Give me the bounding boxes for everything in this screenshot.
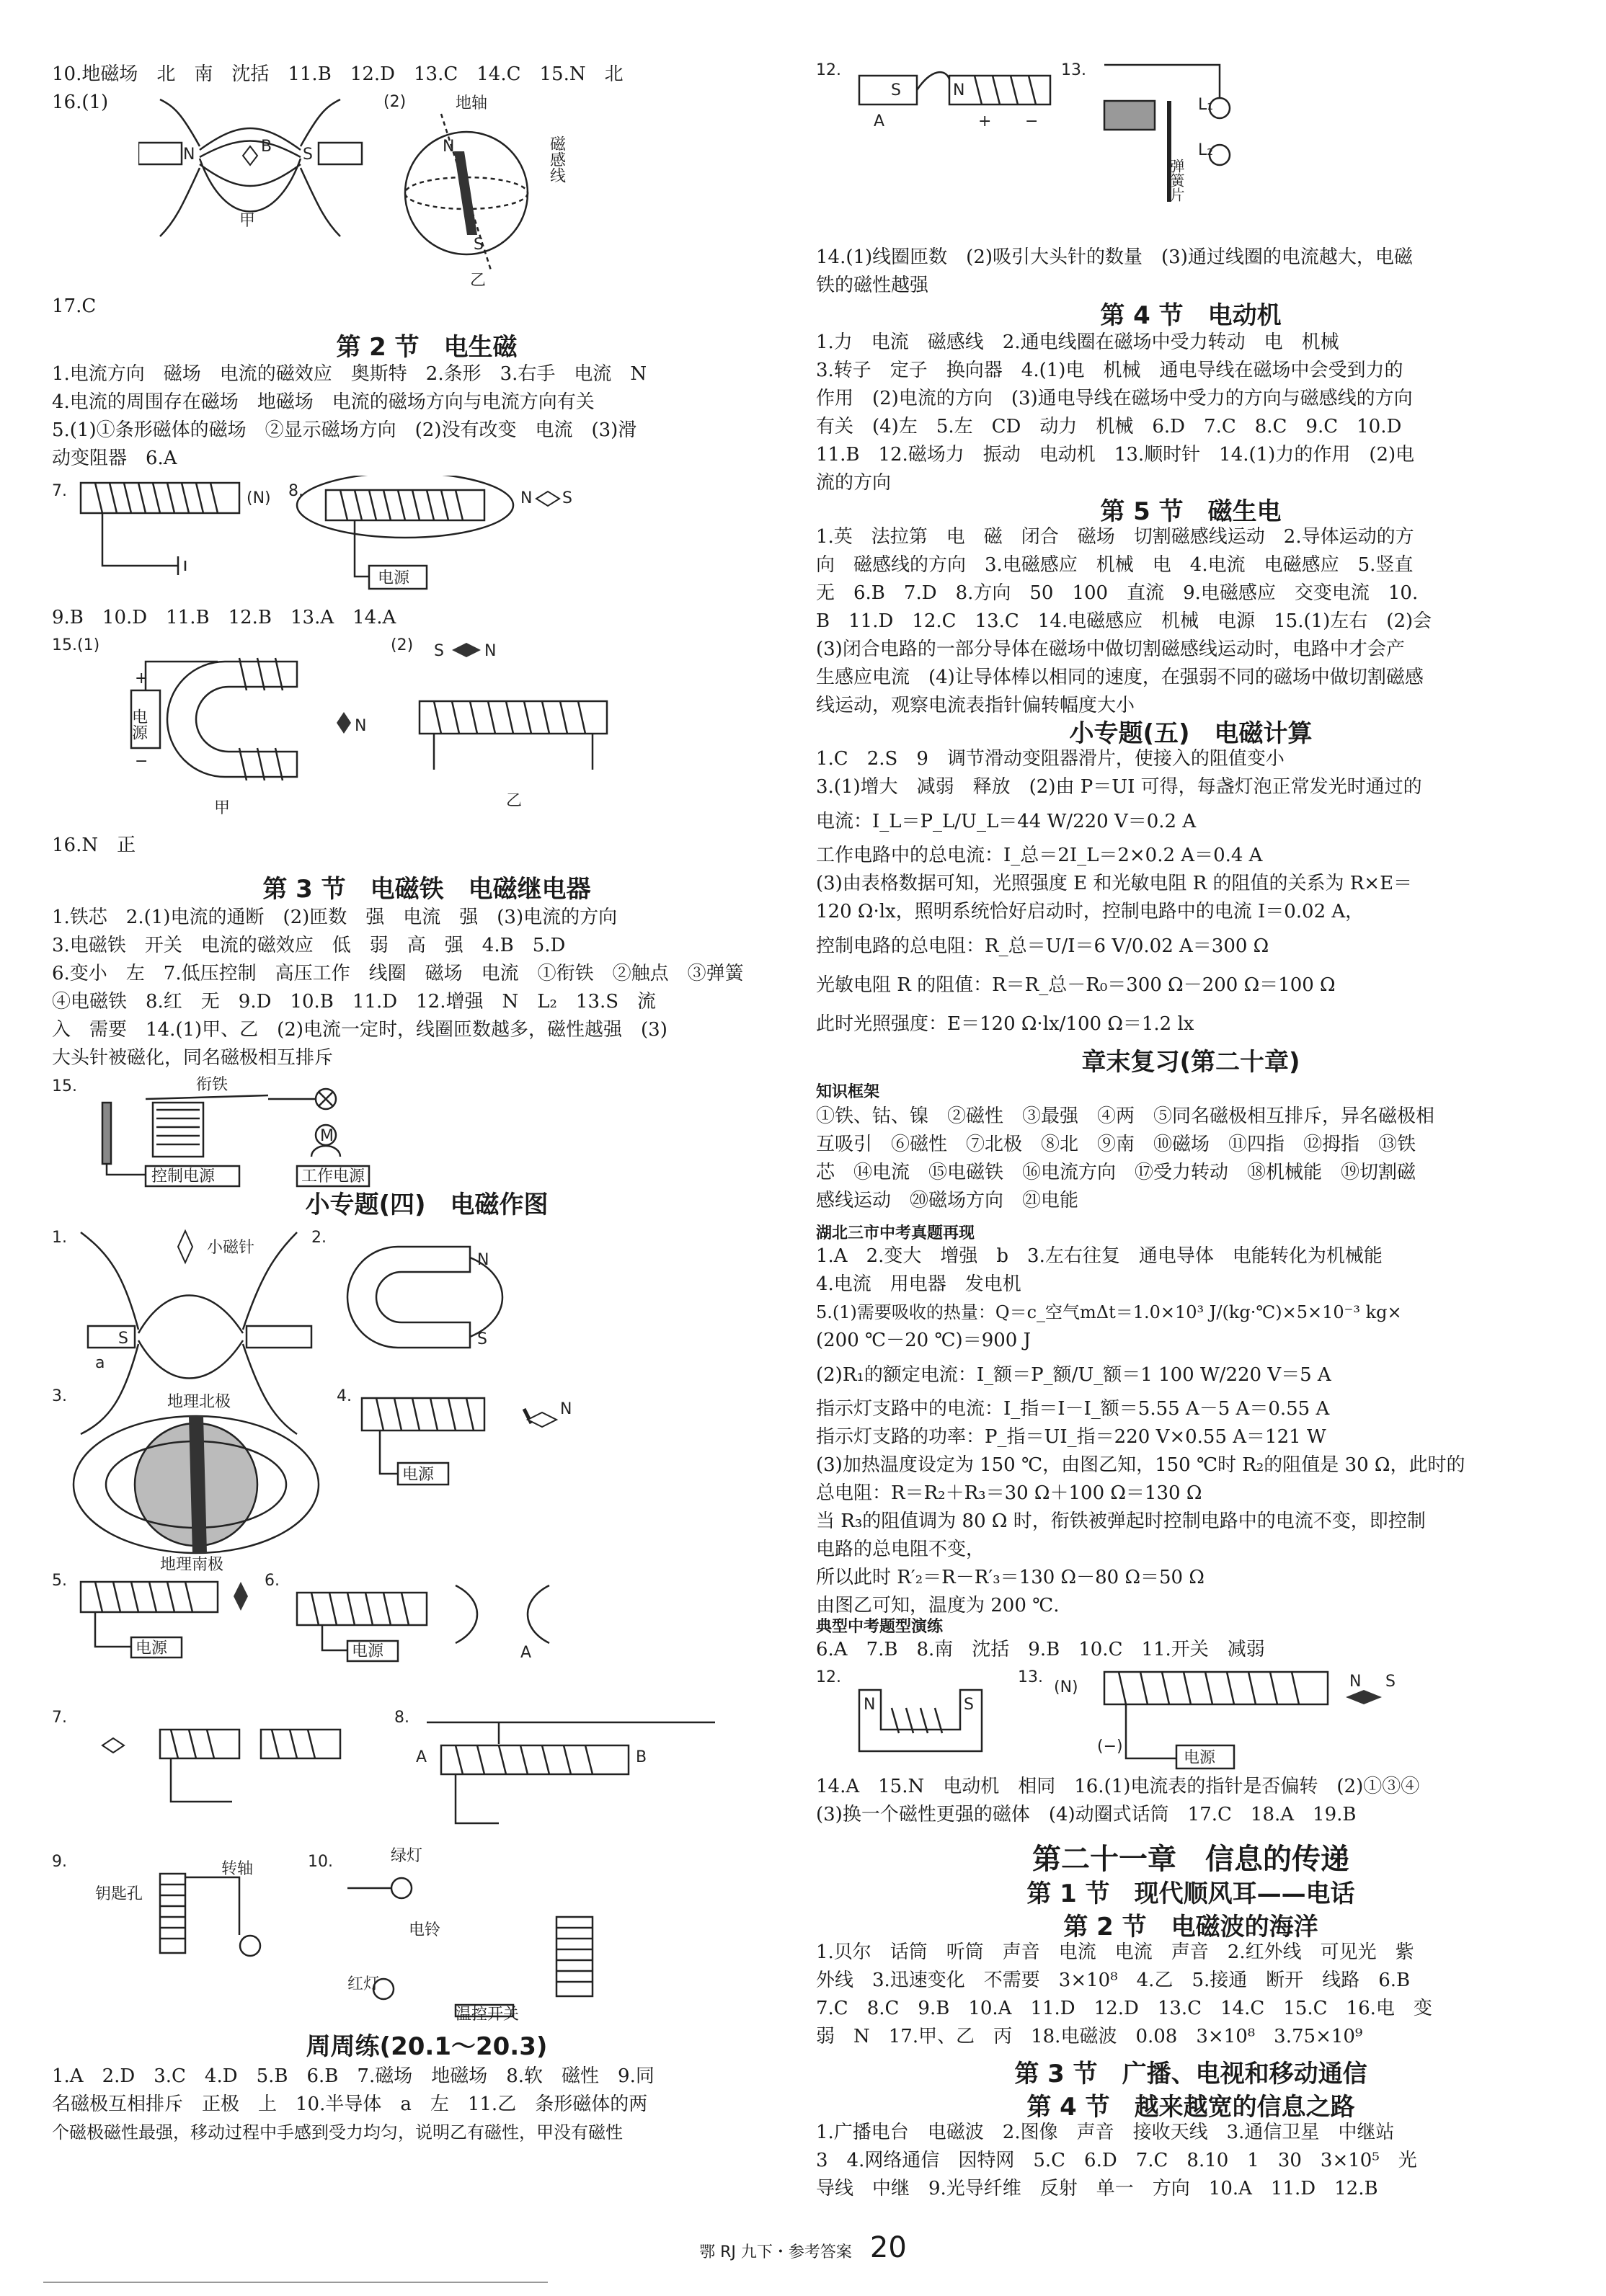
coil bbox=[975, 76, 1036, 104]
thermometer bbox=[102, 1103, 111, 1164]
answer-line: 个磁极磁性最强，移动过程中手感到受力均匀，说明乙有磁性，甲没有磁性 bbox=[52, 2122, 623, 2143]
pole-label: N bbox=[560, 1400, 572, 1418]
subsection-label: 知识框架 bbox=[816, 1083, 880, 1101]
answer-line: 5.(1)①条形磁体的磁场 ②显示磁场方向 (2)没有改变 电流 (3)滑 bbox=[52, 419, 637, 441]
pole-label: N bbox=[953, 81, 965, 99]
answer-line: 4.电流的周围存在磁场 地磁场 电流的磁场方向与电流方向有关 bbox=[52, 391, 595, 413]
question-num: 2. bbox=[311, 1229, 327, 1247]
lamp-label: L₂ bbox=[1198, 141, 1214, 159]
dx-answers bbox=[816, 1636, 1566, 1664]
solenoid-8 bbox=[441, 1745, 629, 1774]
pole-label: N bbox=[183, 146, 195, 164]
answer-line: 导线 中继 9.光导纤维 反射 单一 方向 10.A 11.D 12.B bbox=[816, 2178, 1378, 2199]
answer-line: 7.C 8.C 9.B 10.A 11.D 12.D 13.C 14.C 15.C 16.电 变 bbox=[816, 1998, 1432, 2019]
pole-label: N bbox=[355, 717, 367, 735]
answer-line: 有关 (4)左 5.左 CD 动力 机械 6.D 7.C 8.C 9.C 10.D bbox=[816, 416, 1402, 437]
answer-line: 1.A 2.D 3.C 4.D 5.B 6.B 7.磁场 地磁场 8.软 磁性 9.同 bbox=[52, 2065, 655, 2087]
caption-yi: 乙 bbox=[470, 272, 487, 287]
pole-label: (N) bbox=[1054, 1678, 1078, 1696]
wire bbox=[185, 1877, 239, 1935]
answer-line: 电流：I_L＝P_L/U_L＝44 W/220 V＝0.2 A bbox=[816, 811, 1197, 832]
section-title: 第 4 节 电动机 bbox=[1100, 301, 1282, 330]
compass-needle bbox=[243, 146, 257, 165]
sign: + bbox=[978, 112, 992, 130]
coil bbox=[556, 1928, 593, 1982]
magnet bbox=[859, 76, 917, 104]
point-label: B bbox=[261, 138, 272, 156]
answer-line: 互吸引 ⑥磁性 ⑦北极 ⑧北 ⑨南 ⑩磁场 ⑪四指 ⑫拇指 ⑬铁 bbox=[816, 1134, 1416, 1155]
power-label: 电源 bbox=[402, 1466, 435, 1484]
field-line bbox=[470, 1258, 502, 1337]
lamp-icon bbox=[391, 1878, 412, 1898]
field-line bbox=[917, 72, 949, 90]
figure-12-13 bbox=[816, 58, 1537, 245]
section-title: 章末复习(第二十章) bbox=[1081, 1048, 1300, 1077]
figures-topic-4 bbox=[52, 1225, 773, 2018]
section-title: 第 5 节 磁生电 bbox=[1100, 497, 1282, 526]
caption-jia: 甲 bbox=[239, 212, 256, 230]
solenoid bbox=[1104, 1672, 1328, 1704]
dx-tail bbox=[816, 1773, 1566, 1829]
answer-line: 芯 ⑭电流 ⑮电磁铁 ⑯电流方向 ⑰受力转动 ⑱机械能 ⑲切割磁 bbox=[816, 1162, 1416, 1183]
answer-line: 动变阻器 6.A bbox=[52, 448, 177, 469]
pole-label: N bbox=[1349, 1673, 1362, 1691]
answer-line: 作用 (2)电流的方向 (3)通电导线在磁场中受力的方向与磁感线的方向 bbox=[816, 388, 1413, 409]
question-num: 13. bbox=[1061, 61, 1086, 79]
answer-line: (3)加热温度设定为 150 ℃，由图乙知，150 ℃时 R₂的阻值是 30 Ω，此时的 bbox=[816, 1454, 1465, 1476]
magnet-right bbox=[319, 143, 362, 164]
answer-line: ④电磁铁 8.红 无 9.D 10.B 11.D 12.增强 N L₂ 13.S 流 bbox=[52, 991, 657, 1013]
end-label: B bbox=[636, 1748, 647, 1766]
pole-label: N bbox=[864, 1696, 876, 1714]
answer-line: 光敏电阻 R 的阻值：R＝R_总－R₀＝300 Ω－200 Ω＝100 Ω bbox=[816, 974, 1336, 996]
bell-label: 电铃 bbox=[409, 1921, 441, 1939]
question-num: 3. bbox=[52, 1387, 67, 1405]
caption-yi: 乙 bbox=[506, 792, 523, 810]
answer-line: B 11.D 12.C 13.C 14.电磁感应 机械 电源 15.(1)左右 (2)会 bbox=[816, 610, 1432, 632]
answer-line: 名磁极互相排斥 正极 上 10.半导体 a 左 11.乙 条形磁体的两 bbox=[52, 2093, 648, 2115]
answer-line: 1.力 电流 磁感线 2.通电线圈在磁场中受力转动 电 机械 bbox=[816, 332, 1339, 353]
field-line bbox=[297, 476, 513, 538]
answer-line: 向 磁感线的方向 3.电磁感应 机械 电 4.电流 电磁感应 5.竖直 bbox=[816, 554, 1414, 576]
question-num: 9. bbox=[52, 1853, 67, 1871]
relay-coil bbox=[556, 1917, 593, 1996]
power-label: 电源 bbox=[352, 1642, 384, 1660]
answer-line: 当 R₃的阻值调为 80 Ω 时，衔铁被弹起时控制电路中的电流不变，即控制 bbox=[816, 1510, 1426, 1532]
answer-line: 1.电流方向 磁场 电流的磁效应 奥斯特 2.条形 3.右手 电流 N bbox=[52, 363, 647, 385]
power-label: 电源 bbox=[1184, 1749, 1216, 1767]
answer-line: (3)闭合电路的一部分导体在磁场中做切割磁感线运动时，电路中才会产 bbox=[816, 638, 1405, 660]
section-title: 周周练(20.1～20.3) bbox=[306, 2032, 548, 2061]
wire bbox=[380, 1430, 398, 1474]
subsection-label: 湖北三市中考真题再现 bbox=[816, 1224, 975, 1242]
subsection-label: 典型中考题型演练 bbox=[816, 1618, 944, 1636]
answer-line: 1.广播电台 电磁波 2.图像 声音 接收天线 3.通信卫星 中继站 bbox=[816, 2122, 1395, 2143]
answer-line: 4.电流 用电器 发电机 bbox=[816, 1273, 1021, 1295]
power-label: 电源 bbox=[129, 708, 148, 740]
pole-label: S bbox=[118, 1330, 128, 1348]
answer-line: ①铁、钴、镍 ②磁性 ③最强 ④两 ⑤同名磁极相互排斥，异名磁极相 bbox=[816, 1105, 1435, 1127]
compass-needle bbox=[1346, 1690, 1382, 1704]
power-label: 工作电源 bbox=[301, 1167, 365, 1185]
field-label: 磁感线 bbox=[547, 135, 566, 183]
pole-label: S bbox=[964, 1696, 974, 1714]
pole-label: N bbox=[477, 1251, 489, 1269]
axis-label: 地轴 bbox=[456, 94, 488, 112]
answer-line: 3.(1)增大 减弱 释放 (2)由 P＝UI 可得，每盏灯泡正常发光时通过的 bbox=[816, 776, 1422, 798]
compass-needle bbox=[536, 491, 559, 506]
bell-icon bbox=[311, 1146, 340, 1157]
answer-line: 11.B 12.磁场力 振动 电动机 13.顺时针 14.(1)力的作用 (2)电 bbox=[816, 444, 1415, 466]
south-pole-label: 地理南极 bbox=[160, 1556, 224, 1574]
north-pole-label: 地理北极 bbox=[167, 1393, 231, 1411]
power-label: 电源 bbox=[378, 569, 410, 587]
field-lines bbox=[200, 128, 301, 212]
answer-line: 由图乙可知，温度为 200 ℃. bbox=[816, 1595, 1060, 1616]
wire bbox=[107, 1164, 146, 1175]
magnet-right bbox=[247, 1326, 311, 1348]
section-title: 第 3 节 广播、电视和移动通信 bbox=[1014, 2060, 1367, 2088]
armature bbox=[146, 1095, 268, 1099]
question-num: 6. bbox=[265, 1572, 280, 1590]
section-title: 小专题(四) 电磁作图 bbox=[305, 1191, 549, 1219]
answer-line: 无 6.B 7.D 8.方向 50 100 直流 9.电磁感应 交变电流 10. bbox=[816, 582, 1419, 604]
coil bbox=[156, 1110, 200, 1144]
question-num: 10. bbox=[308, 1853, 333, 1871]
q14 bbox=[816, 244, 1566, 300]
lock-coil bbox=[160, 1874, 185, 1953]
answer-line: (3)由表格数据可知，光照强度 E 和光敏电阻 R 的阻值的关系为 R×E＝ bbox=[816, 873, 1413, 894]
question-num: 4. bbox=[337, 1387, 352, 1405]
circuit-wire bbox=[102, 513, 178, 566]
coil bbox=[456, 1745, 593, 1774]
wire bbox=[171, 1758, 232, 1802]
solenoid-7 bbox=[81, 483, 239, 513]
answer-line: 14.A 15.N 电动机 相同 16.(1)电流表的指针是否偏转 (2)①③④ bbox=[816, 1776, 1420, 1797]
answer-line: 1.A 2.变大 增强 b 3.左右往复 通电导体 电能转化为机械能 bbox=[816, 1245, 1383, 1267]
q16 bbox=[52, 832, 802, 860]
wire bbox=[322, 1625, 347, 1650]
coil bbox=[340, 490, 463, 520]
s4-answers bbox=[816, 329, 1566, 497]
answer-line: 3.电磁铁 开关 电流的磁效应 低 弱 高 强 4.B 5.D bbox=[52, 935, 566, 956]
answer-line: 电路的总电阻不变， bbox=[816, 1539, 985, 1560]
question-num: 13. bbox=[1018, 1668, 1043, 1686]
needle-label: 小磁针 bbox=[207, 1239, 255, 1257]
compass-needle bbox=[337, 712, 351, 734]
answer-line: 1.贝尔 话筒 听筒 声音 电流 电流 声音 2.红外线 可见光 紫 bbox=[816, 1941, 1414, 1963]
circuit-wire bbox=[355, 520, 369, 577]
footer-label: 鄂 RJ 九下・参考答案 bbox=[699, 2243, 852, 2261]
s2-answers bbox=[52, 360, 802, 473]
answer-line: (3)换一个磁性更强的磁体 (4)动圈式话筒 17.C 18.A 19.B bbox=[816, 1804, 1357, 1825]
point-label: A bbox=[874, 112, 885, 130]
question-num: 7. bbox=[52, 482, 67, 500]
answer-line: 16.N 正 bbox=[52, 835, 136, 856]
answer-line: 5.(1)需要吸收的热量：Q＝c_空气mΔt＝1.0×10³ J/(kg·℃)×5×10⁻³ kg× bbox=[816, 1302, 1402, 1322]
pole-label: N bbox=[520, 489, 533, 507]
answer-line: 流的方向 bbox=[816, 472, 892, 494]
answer-line: 指示灯支路中的电流：I_指＝I－I_额＝5.55 A－5 A＝0.55 A bbox=[816, 1398, 1330, 1420]
figure-7-8 bbox=[52, 476, 701, 605]
pole-label: (N) bbox=[247, 489, 271, 507]
coil bbox=[160, 1885, 185, 1939]
sign: − bbox=[1025, 112, 1039, 130]
answer-line: 120 Ω·lx，照明系统恰好启动时，控制电路中的电流 I＝0.02 A， bbox=[816, 901, 1365, 922]
footer-rule bbox=[43, 2282, 548, 2283]
power-label: 电源 bbox=[136, 1639, 168, 1658]
u-magnet bbox=[347, 1247, 470, 1348]
lamp-icon bbox=[319, 1092, 333, 1106]
pole-label: N bbox=[484, 642, 497, 660]
answer-line: 控制电路的总电阻：R_总＝U/I＝6 V/0.02 A＝300 Ω bbox=[816, 935, 1269, 957]
answer-line: 1.铁芯 2.(1)电流的通断 (2)匝数 强 电流 强 (3)电流的方向 bbox=[52, 907, 618, 928]
answer-line: 工作电路中的总电流：I_总＝2I_L＝2×0.2 A＝0.4 A bbox=[816, 845, 1263, 866]
compass-needle bbox=[452, 643, 481, 657]
answer-line: 6.A 7.B 8.南 沈括 9.B 10.C 11.开关 减弱 bbox=[816, 1639, 1265, 1660]
weekly-answers bbox=[52, 2063, 802, 2147]
circuit-wire bbox=[146, 662, 218, 690]
sign: (−) bbox=[1097, 1737, 1123, 1756]
point-label: a bbox=[95, 1354, 105, 1372]
answer-line: 9.B 10.D 11.B 12.B 13.A 14.A bbox=[52, 607, 396, 628]
section-title: 第 1 节 现代顺风耳——电话 bbox=[1026, 1879, 1355, 1908]
answer-line: 14.(1)线圈匝数 (2)吸引大头针的数量 (3)通过线圈的电流越大，电磁 bbox=[816, 246, 1413, 268]
coil bbox=[171, 1730, 315, 1758]
answer-line: 外线 3.迅速变化 不需要 3×10⁸ 4.乙 5.接通 断开 线路 6.B bbox=[816, 1970, 1411, 1991]
answer-line: 6.变小 左 7.低压控制 高压工作 线圈 磁场 电流 ①衔铁 ②触点 ③弹簧 bbox=[52, 963, 744, 984]
shaft-label: 转轴 bbox=[221, 1860, 254, 1878]
page-number: 20 bbox=[869, 2231, 907, 2264]
motor-label: M bbox=[320, 1127, 334, 1145]
section-title: 第 2 节 电磁波的海洋 bbox=[1063, 1913, 1318, 1941]
lamp-label: L₁ bbox=[1198, 96, 1214, 114]
pole-label: S bbox=[477, 1330, 487, 1348]
spring-label: 弹簧片 bbox=[1168, 159, 1185, 202]
answer-line: 1.C 2.S 9 调节滑动变阻器滑片，使接入的阻值变小 bbox=[816, 748, 1285, 770]
electromagnet bbox=[1104, 101, 1155, 130]
pole-label: S bbox=[1385, 1673, 1396, 1691]
question-num: 15.(1) bbox=[52, 636, 100, 654]
coil bbox=[239, 658, 283, 780]
answer-line: 所以此时 R′₂＝R－R′₃＝130 Ω－80 Ω＝50 Ω bbox=[816, 1567, 1204, 1588]
coil bbox=[376, 1398, 474, 1430]
question-num: 7. bbox=[52, 1709, 67, 1727]
wire bbox=[95, 1612, 131, 1647]
coil bbox=[1119, 1672, 1299, 1704]
coil bbox=[95, 483, 218, 513]
figure-15 bbox=[52, 633, 701, 820]
section-title: 第 3 节 电磁铁 电磁继电器 bbox=[262, 875, 591, 904]
temp-switch-label: 温控开关 bbox=[456, 2006, 520, 2024]
sign: − bbox=[135, 752, 148, 770]
chapter-title: 第二十一章 信息的传递 bbox=[1032, 1843, 1349, 1876]
compass-needle bbox=[528, 1412, 556, 1427]
red-lamp-label: 红灯 bbox=[347, 1975, 380, 1993]
answer-line: 3.转子 定子 换向器 4.(1)电 机械 通电导线在磁场中会受到力的 bbox=[816, 360, 1403, 381]
part-label: (2) bbox=[391, 636, 414, 654]
answer-line: 10.地磁场 北 南 沈括 11.B 12.D 13.C 14.C 15.N 北 bbox=[52, 63, 624, 85]
end-label: A bbox=[416, 1748, 427, 1766]
s3-answers bbox=[52, 904, 802, 1072]
coil bbox=[434, 701, 585, 734]
t5-answers bbox=[816, 745, 1566, 1044]
armature-label: 衔铁 bbox=[196, 1076, 229, 1094]
keyhole-label: 钥匙孔 bbox=[95, 1885, 143, 1903]
answer-line: 入 需要 14.(1)甲、乙 (2)电流一定时，线圈匝数越多，磁性越强 (3) bbox=[52, 1019, 667, 1041]
solenoid-8 bbox=[326, 490, 484, 520]
hubei-answers bbox=[816, 1242, 1566, 1620]
pole-label: S bbox=[562, 489, 572, 507]
compass-needle bbox=[102, 1738, 124, 1753]
answer-line: 感线运动 ⑳磁场方向 ㉑电能 bbox=[816, 1190, 1079, 1211]
answer-line: (200 ℃－20 ℃)＝900 J bbox=[816, 1330, 1032, 1351]
pole-label: N bbox=[443, 138, 455, 156]
answer-line: 大头针被磁化，同名磁极相互排斥 bbox=[52, 1047, 334, 1069]
magnet-left bbox=[138, 143, 182, 164]
coil bbox=[95, 1582, 192, 1612]
question-num: 8. bbox=[288, 482, 303, 500]
answer-line: 总电阻：R＝R₂＋R₃＝30 Ω＋100 Ω＝130 Ω bbox=[816, 1482, 1202, 1504]
pole-label: S bbox=[434, 642, 444, 660]
s2-mid bbox=[52, 604, 802, 632]
compass-needle bbox=[178, 1231, 192, 1263]
section-title: 第 4 节 越来越宽的信息之路 bbox=[1026, 2093, 1355, 2122]
figure-16 bbox=[138, 92, 607, 287]
part-label: (2) bbox=[383, 93, 407, 111]
question-num: 8. bbox=[394, 1709, 409, 1727]
c2-answers bbox=[816, 1939, 1566, 2051]
question-num: 12. bbox=[816, 61, 841, 79]
sign: + bbox=[135, 669, 148, 688]
section-title: 第 2 节 电生磁 bbox=[336, 333, 518, 362]
motor-icon bbox=[240, 1936, 260, 1956]
answer-line: 弱 N 17.甲、乙 丙 18.电磁波 0.08 3×10⁸ 3.75×10⁹ bbox=[816, 2026, 1363, 2047]
pole-label: S bbox=[891, 81, 901, 99]
answer-line: 16.(1) bbox=[52, 92, 109, 113]
question-num: 5. bbox=[52, 1572, 67, 1590]
c4-answers bbox=[816, 2119, 1566, 2203]
wire bbox=[1126, 1704, 1176, 1758]
answer-line: 指示灯支路的功率：P_指＝UI_指＝220 V×0.55 A＝121 W bbox=[816, 1426, 1326, 1448]
figure-dx-12-13 bbox=[816, 1665, 1537, 1773]
question-num: 12. bbox=[816, 1668, 841, 1686]
answer-line: 线运动，观察电流表指针偏转幅度大小 bbox=[816, 695, 1135, 716]
knowledge-frame bbox=[816, 1103, 1566, 1215]
s5-answers bbox=[816, 523, 1566, 720]
page-footer bbox=[0, 2231, 1606, 2264]
answer-line: 3 4.网络通信 因特网 5.C 6.D 7.C 8.10 1 30 3×10⁵ 光 bbox=[816, 2150, 1417, 2171]
figure-relay-15 bbox=[52, 1074, 556, 1189]
caption-jia: 甲 bbox=[214, 799, 231, 817]
answer-line: 生感应电流 (4)让导体棒以相同的速度，在强弱不同的磁场中做切割磁感 bbox=[816, 667, 1424, 688]
q17 bbox=[52, 293, 802, 321]
answer-line: 此时光照强度：E＝120 Ω·lx/100 Ω＝1.2 lx bbox=[816, 1013, 1194, 1035]
point-label: A bbox=[520, 1644, 532, 1662]
answer-line: 17.C bbox=[52, 295, 97, 317]
wire bbox=[456, 1774, 499, 1823]
compass-needle bbox=[234, 1582, 248, 1611]
field-lines bbox=[456, 1585, 549, 1643]
coil bbox=[311, 1593, 409, 1625]
question-num: 1. bbox=[52, 1229, 67, 1247]
magnet-needle bbox=[454, 151, 477, 235]
pole-label: S bbox=[303, 146, 313, 164]
question-num: 15. bbox=[52, 1077, 77, 1095]
answer-line: 铁的磁性越强 bbox=[816, 275, 929, 296]
answer-line: (2)R₁的额定电流：I_额＝P_额/U_额＝1 100 W/220 V＝5 A bbox=[816, 1364, 1331, 1386]
green-lamp-label: 绿灯 bbox=[391, 1847, 423, 1865]
wire bbox=[1104, 65, 1220, 98]
pole-label: S bbox=[474, 236, 484, 254]
power-label: 控制电源 bbox=[151, 1167, 216, 1185]
answer-line: 1.英 法拉第 电 磁 闭合 磁场 切割磁感线运动 2.导体运动的方 bbox=[816, 526, 1414, 548]
section-title: 小专题(五) 电磁计算 bbox=[1069, 719, 1313, 748]
